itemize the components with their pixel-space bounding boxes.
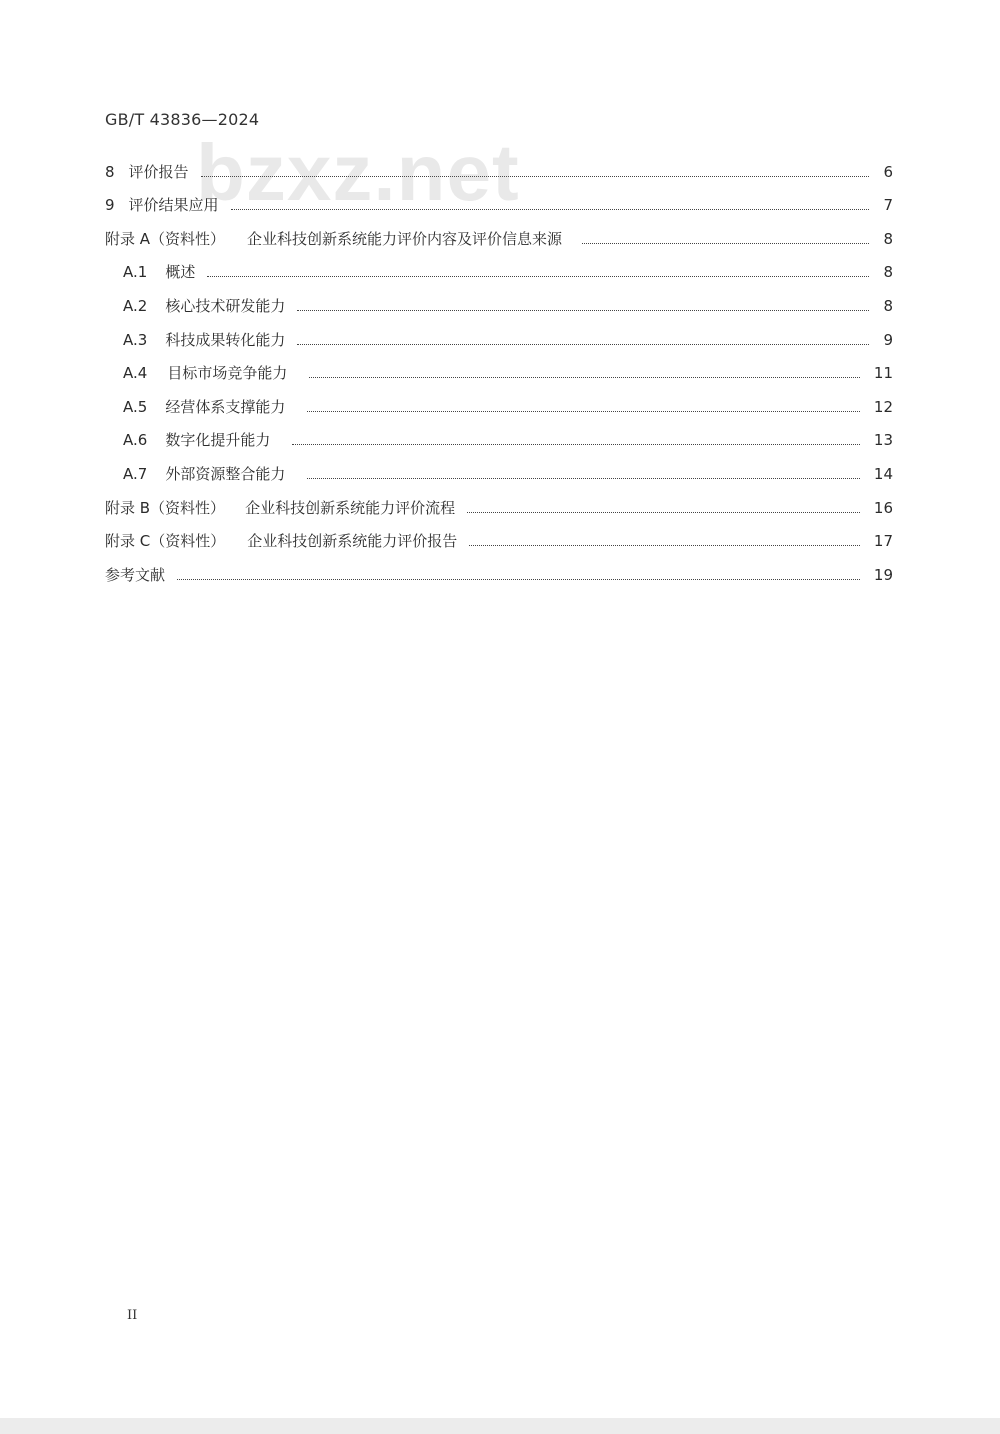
watermark-logo: bzxz.net xyxy=(196,128,520,217)
toc-entry-8[interactable] xyxy=(105,152,893,186)
toc-entry-a1[interactable] xyxy=(105,253,893,287)
toc-entry-appendix-a[interactable] xyxy=(105,219,893,253)
dot-leader xyxy=(231,209,869,210)
toc-number: A.2 xyxy=(123,296,148,315)
toc-entry-references[interactable] xyxy=(105,555,893,589)
toc-title: 评价结果应用 xyxy=(128,196,219,215)
standard-code: GB/T 43836—2024 xyxy=(105,110,260,129)
toc-entry-a7[interactable] xyxy=(105,454,893,488)
toc-number: 附录 A（资料性） xyxy=(105,229,226,248)
dot-leader xyxy=(177,579,860,580)
toc-number: A.7 xyxy=(123,464,148,483)
viewer-bottom-edge xyxy=(0,1418,1000,1434)
dot-leader xyxy=(307,411,860,412)
toc-number: A.1 xyxy=(123,263,148,282)
toc-title: 企业科技创新系统能力评价流程 xyxy=(245,498,456,517)
toc-entry-a4[interactable] xyxy=(105,354,893,388)
dot-leader xyxy=(201,176,869,177)
toc-number: 附录 C（资料性） xyxy=(105,532,226,551)
dot-leader xyxy=(207,276,869,277)
dot-leader xyxy=(297,310,869,311)
dot-leader xyxy=(307,478,860,479)
toc-title: 目标市场竞争能力 xyxy=(167,364,288,383)
toc-page-number: 11 xyxy=(873,364,893,383)
dot-leader xyxy=(297,344,869,345)
toc-page-number: 9 xyxy=(883,330,893,349)
toc-number: A.3 xyxy=(123,330,148,349)
toc-number: A.5 xyxy=(123,397,148,416)
toc-entry-appendix-b[interactable] xyxy=(105,488,893,522)
dot-leader xyxy=(292,444,860,445)
dot-leader xyxy=(582,243,869,244)
toc-title: 参考文献 xyxy=(105,565,166,584)
toc-title: 数字化提升能力 xyxy=(165,431,271,450)
toc-page-number: 14 xyxy=(873,464,893,483)
toc-title: 概述 xyxy=(165,263,196,282)
toc-number: 附录 B（资料性） xyxy=(105,498,226,517)
dot-leader xyxy=(469,545,860,546)
toc-page-number: 6 xyxy=(883,162,893,181)
toc-page-number: 7 xyxy=(883,196,893,215)
toc-page-number: 8 xyxy=(883,263,893,282)
toc-page-number: 19 xyxy=(873,565,893,584)
toc-number: A.6 xyxy=(123,431,148,450)
toc-title: 核心技术研发能力 xyxy=(165,296,286,315)
toc-page-number: 13 xyxy=(873,431,893,450)
toc-title: 外部资源整合能力 xyxy=(165,464,286,483)
toc-entry-a6[interactable] xyxy=(105,421,893,455)
toc-page-number: 8 xyxy=(883,296,893,315)
toc-title: 评价报告 xyxy=(128,162,189,181)
toc-page-number: 16 xyxy=(873,498,893,517)
toc-page-number: 12 xyxy=(873,397,893,416)
toc-title: 企业科技创新系统能力评价内容及评价信息来源 xyxy=(247,229,563,248)
toc-number: 8 xyxy=(105,162,115,181)
toc-entry-a3[interactable] xyxy=(105,320,893,354)
toc-title: 科技成果转化能力 xyxy=(165,330,286,349)
dot-leader xyxy=(467,512,860,513)
toc-number: 9 xyxy=(105,196,115,215)
table-of-contents xyxy=(105,152,893,589)
toc-page-number: 17 xyxy=(873,532,893,551)
toc-entry-a2[interactable] xyxy=(105,286,893,320)
toc-number: A.4 xyxy=(123,364,148,383)
toc-title: 企业科技创新系统能力评价报告 xyxy=(247,532,458,551)
toc-entry-appendix-c[interactable] xyxy=(105,522,893,556)
toc-title: 经营体系支撑能力 xyxy=(165,397,286,416)
dot-leader xyxy=(309,377,860,378)
toc-entry-a5[interactable] xyxy=(105,387,893,421)
toc-page-number: 8 xyxy=(883,229,893,248)
toc-entry-9[interactable] xyxy=(105,186,893,220)
page-number: II xyxy=(127,1308,138,1323)
